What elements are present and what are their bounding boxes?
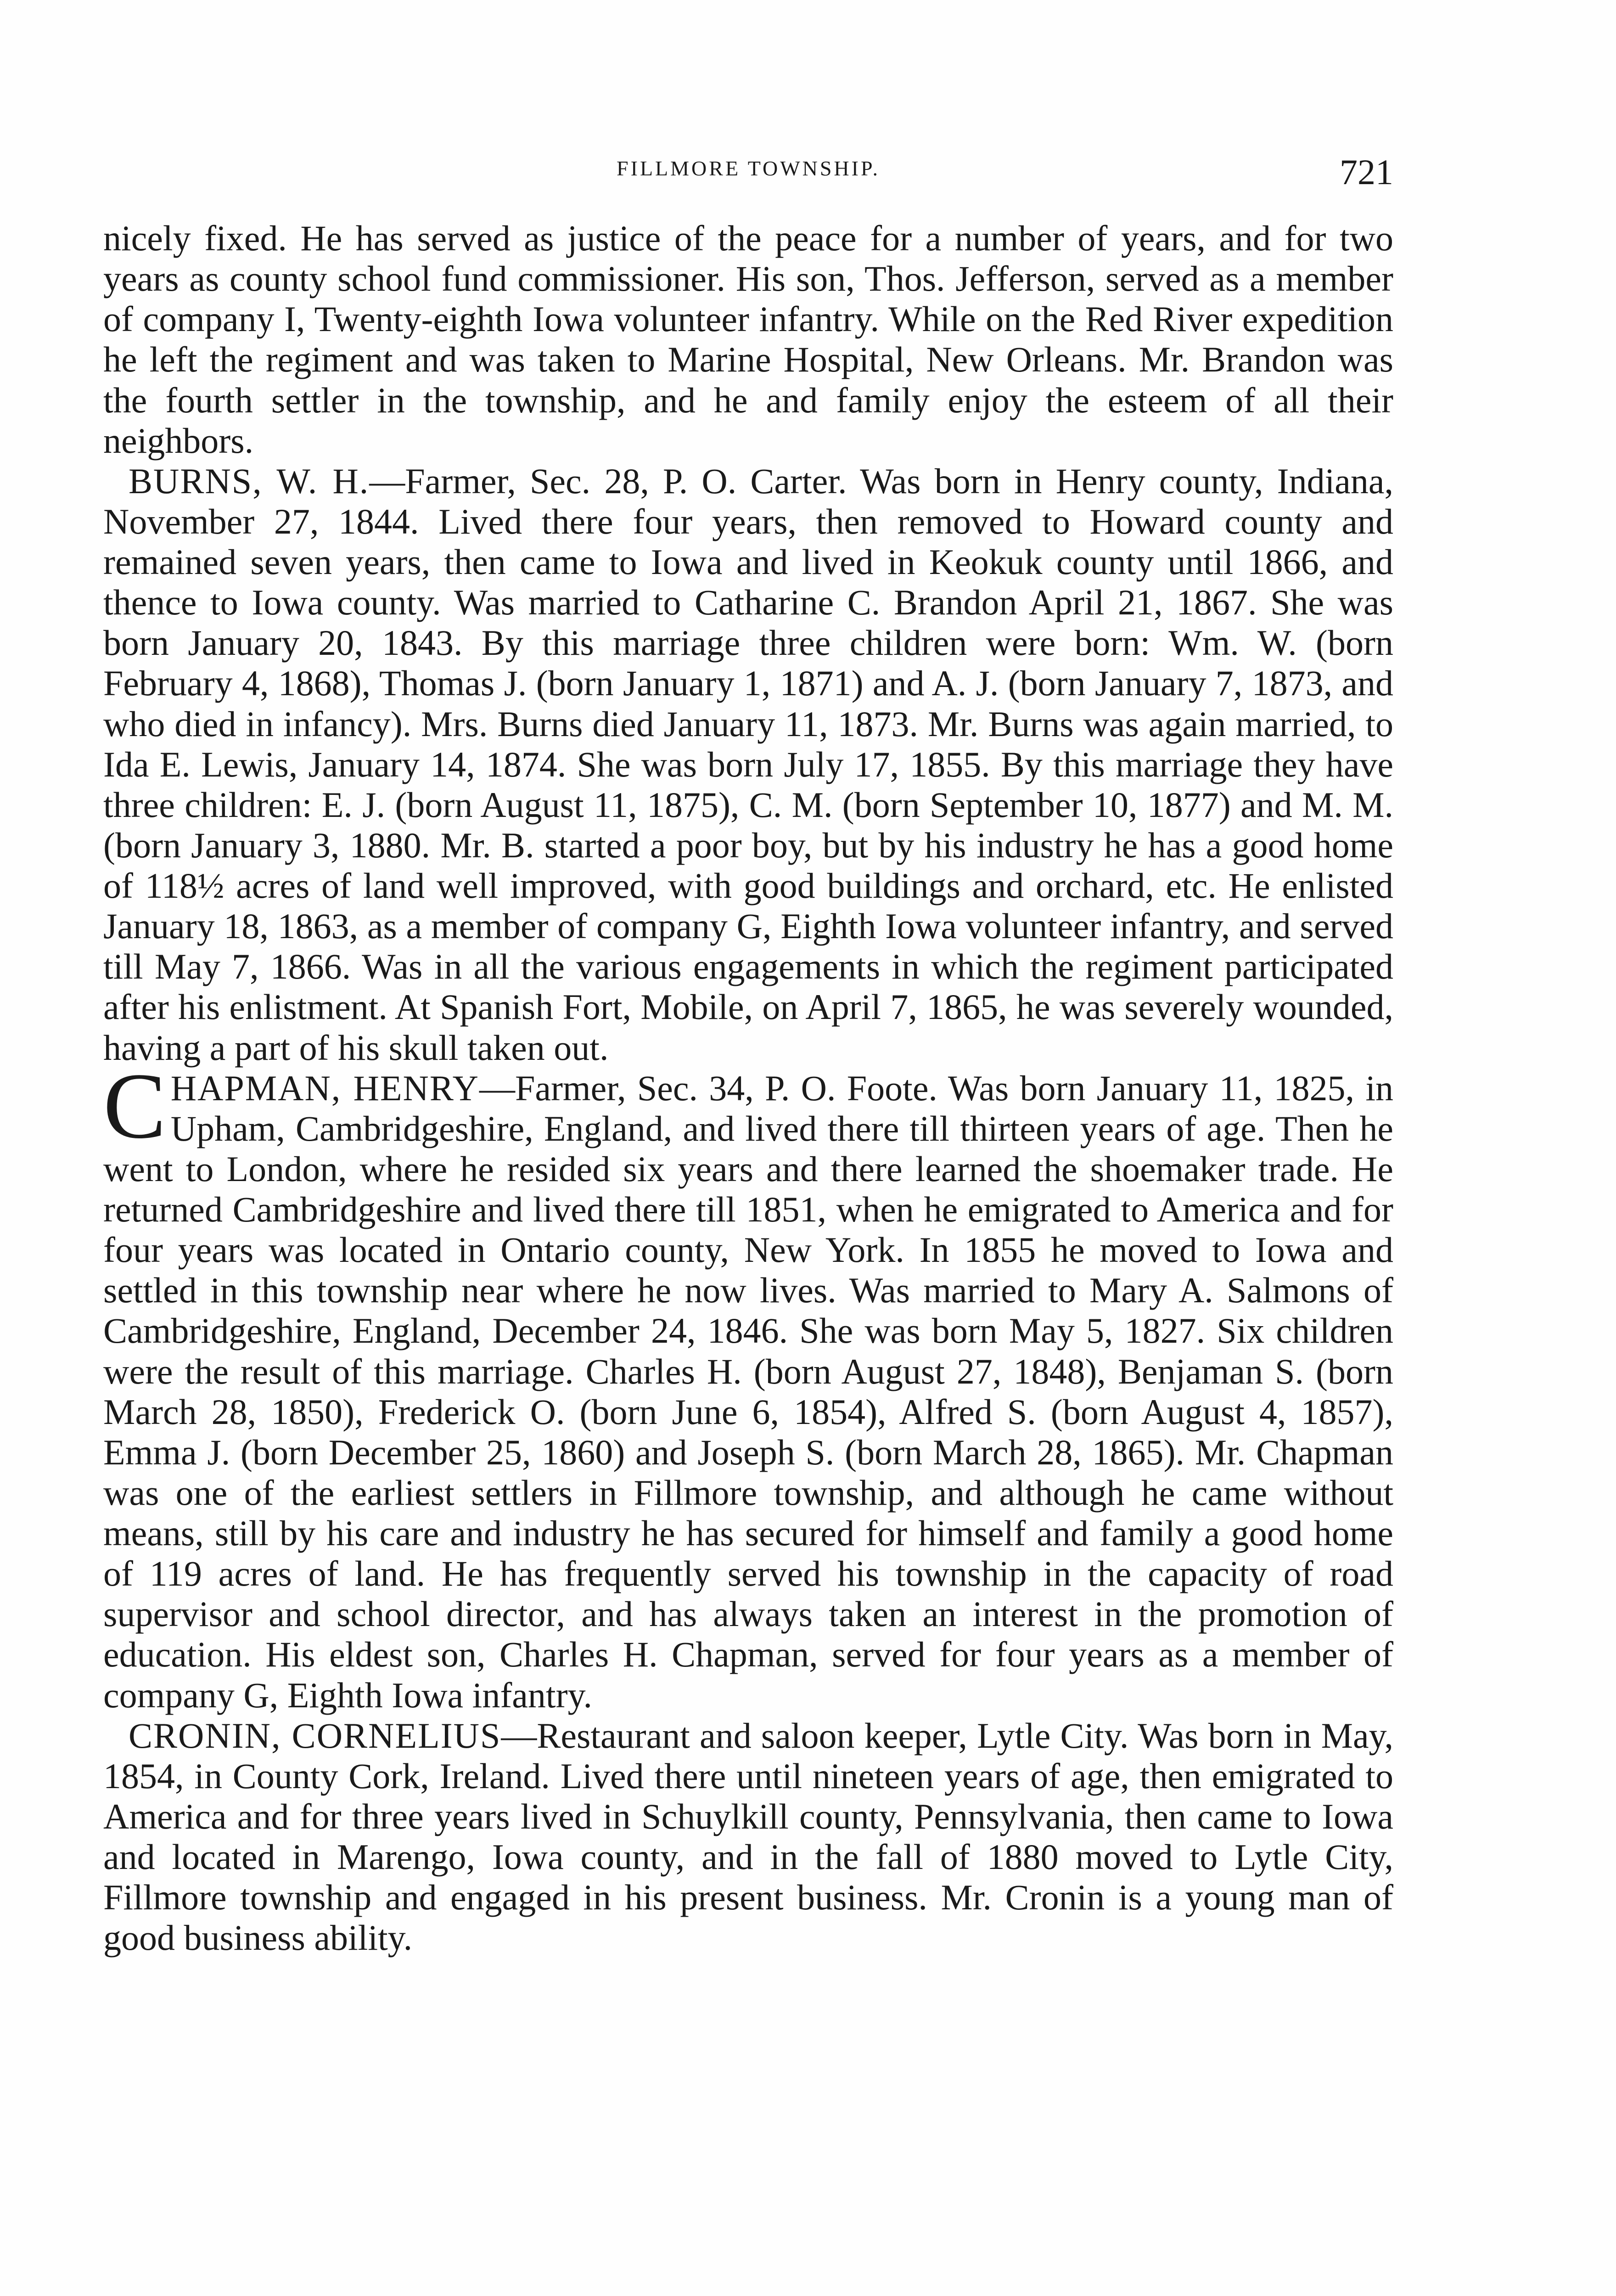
entry-text: —Restaurant and saloon keeper, Lytle City. Was born in May, 1854, in County Cork, Ireland. Lived there until nineteen years of age, then emigrated to America and for three years lived in Schuylkill county, Pennsylvania, then came to Iowa and located in Marengo, Iowa county, and in the fall of 1880 moved to Lytle City, Fillmore township and engaged in his present business. Mr. Cronin is a young man of good business ability. — [103, 1715, 1393, 1958]
entry-text: —Farmer, Sec. 34, P. O. Foote. Was born January 11, 1825, in Upham, Cambridgeshire, England, and lived there till thirteen years of age. Then he went to London, where he resided six years and there learned the shoemaker trade. He returned Cambridgeshire and lived there till 1851, when he emigrated to America and for four years was located in Ontario county, New York. In 1855 he moved to Iowa and settled in this township near where he now lives. Was married to Mary A. Salmons of Cambridgeshire, England, December 24, 1846. She was born May 5, 1827. Six children were the result of this marriage. Charles H. (born August 27, 1848), Benjaman S. (born March 28, 1850), Frederick O. (born June 6, 1854), Alfred S. (born August 4, 1857), Emma J. (born December 25, 1860) and Joseph S. (born March 28, 1865). Mr. Chapman was one of the earliest settlers in Fillmore township, and although he came without means, still by his care and industry he has secured for himself and family a good home of 119 acres of land. He has frequently served his township in the capacity of road supervisor and school director, and has always taken an interest in the promotion of education. His eldest son, Charles H. Chapman, served for four years as a member of company G, Eighth Iowa infantry. — [103, 1068, 1394, 1715]
drop-cap-initial: C — [103, 1053, 166, 1158]
entry-text: —Farmer, Sec. 28, P. O. Carter. Was born in Henry county, Indiana, November 27, 1844. Lived there four years, then removed to Howard county and remained seven years, then came to Iowa and lived in Keokuk county until 1866, and thence to Iowa county. Was married to Catharine C. Brandon April 21, 1867. She was born January 20, 1843. By this marriage three children were born: Wm. W. (born February 4, 1868), Thomas J. (born January 1, 1871) and A. J. (born January 7, 1873, and who died in infancy). Mrs. Burns died January 11, 1873. Mr. Burns was again married, to Ida E. Lewis, January 14, 1874. She was born July 17, 1855. By this marriage they have three children: E. J. (born August 11, 1875), C. M. (born September 10, 1877) and M. M. (born January 3, 1880. Mr. B. started a poor boy, but by his industry he has a good home of 118½ acres of land well improved, with good buildings and orchard, etc. He enlisted January 18, 1863, as a member of company G, Eighth Iowa volunteer infantry, and served till May 7, 1866. Was in all the various engagements in which the regiment participated after his enlistment. At Spanish Fort, Mobile, on April 7, 1865, he was severely wounded, having a part of his skull taken out. — [103, 461, 1393, 1068]
continuation-paragraph: nicely fixed. He has served as justice of the peace for a number of years, and for two years as county school fund commissioner. His son, Thos. Jefferson, served as a member of company I, Twenty-eighth Iowa volunteer infantry. While on the Red River expedition he left the regiment and was taken to Marine Hospital, New Orleans. Mr. Brandon was the fourth settler in the township, and he and family enjoy the esteem of all their neighbors. — [103, 218, 1393, 461]
entry-name: HAPMAN, HENRY — [170, 1068, 479, 1108]
entry-name: CRONIN, CORNELIUS — [129, 1715, 501, 1756]
entry-name: BURNS, W. H. — [129, 461, 370, 501]
biography-entry-burns — [103, 461, 1393, 1068]
biography-entry-cronin — [103, 1716, 1393, 1958]
body-text — [103, 218, 1393, 1958]
biography-entry-chapman — [103, 1053, 1394, 1716]
page-number: 721 — [1340, 152, 1393, 192]
running-title: FILLMORE TOWNSHIP. — [617, 157, 880, 180]
running-head — [103, 152, 1393, 193]
